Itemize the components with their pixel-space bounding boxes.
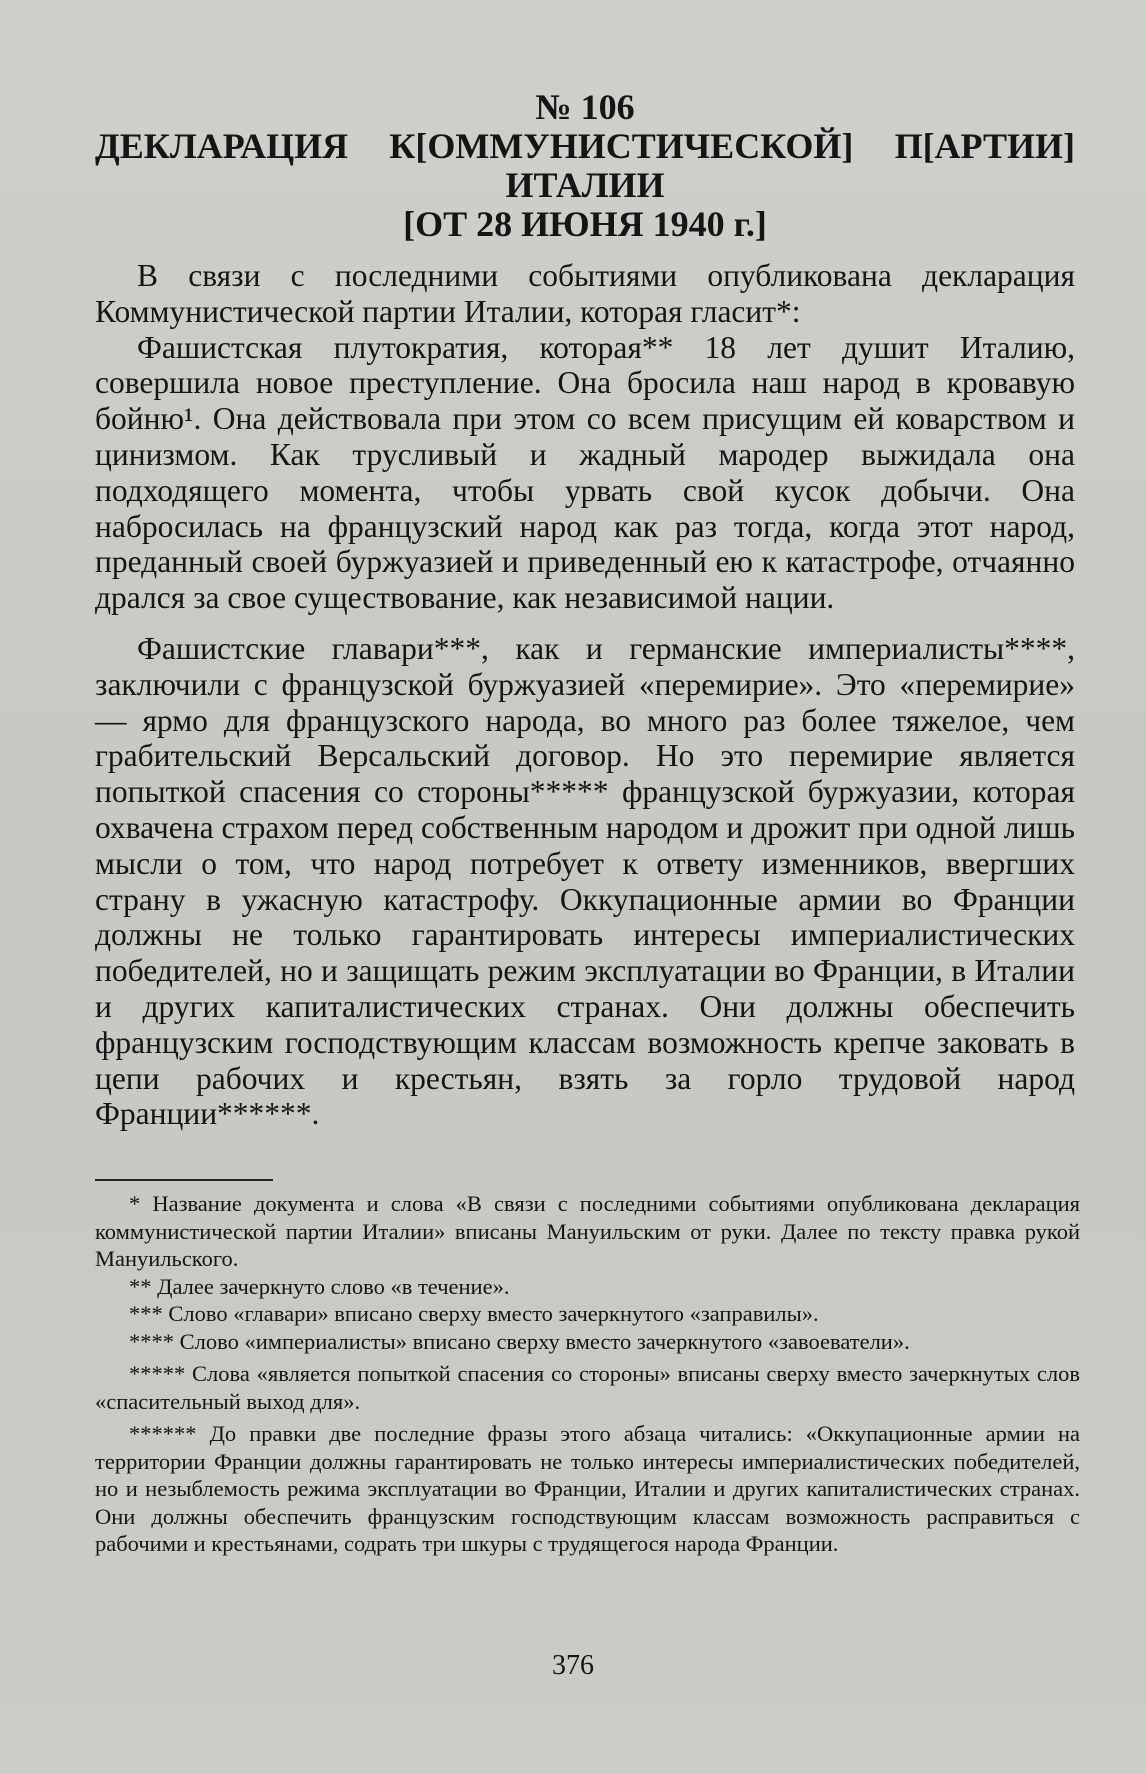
paragraph-1: Фашистская плутократия, которая** 18 лет душит Италию, совершила новое преступление. Она бросила наш народ в кровавую бойню¹. Она действовала при этом со всем присущим ей коварством и цинизмом. Как трусливый и жадный мародер выжидала она подходящего момента, чтобы урвать свой кусок добычи. Она набросилась на французский народ как раз тогда, когда этот народ, преданный своей буржуазией и приведенный ею к катастрофе, отчаянно дрался за свое существование, как независимой нации. (95, 329, 1075, 616)
body-text (95, 258, 1075, 1132)
footnote-6: ****** До правки две последние фразы этого абзаца читались: «Оккупационные армии на территории Франции должны гарантировать не только интересы империалистических победителей, но и незыблемость режима эксплуатации во Франции, Италии и других капиталистических странах. Они должны обеспечить французским господствующим классам возможность расправиться с рабочими и крестьянами, содрать три шкуры с трудящегося народа Франции. (95, 1421, 1080, 1556)
document-heading (95, 88, 1075, 244)
footnote-divider (95, 1179, 273, 1181)
document-title-continuation: ИТАЛИИ (505, 165, 665, 205)
document-number: № 106 (535, 87, 635, 127)
footnotes (95, 1190, 1080, 1558)
page-number: 376 (552, 1650, 594, 1681)
document-date: [ОТ 28 ИЮНЯ 1940 г.] (403, 204, 767, 244)
footnote-1: * Название документа и слова «В связи с последними событиями опубликована декларация коммунистической партии Италии» вписаны Мануильским от руки. Далее по тексту правка рукой Мануильского. (95, 1191, 1080, 1271)
footnote-4: **** Слово «империалисты» вписано сверху вместо зачеркнутого «завоеватели». (129, 1328, 910, 1354)
footnote-2: ** Далее зачеркнуто слово «в течение». (129, 1273, 510, 1299)
footnote-3: *** Слово «главари» вписано сверху вместо зачеркнутого «заправилы». (129, 1301, 819, 1326)
document-title: ДЕКЛАРАЦИЯ К[ОММУНИСТИЧЕСКОЙ] П[АРТИИ] (95, 126, 1075, 166)
footnote-5: ***** Слова «является попыткой спасения со стороны» вписаны сверху вместо зачеркнутых слов «спасительный выход для». (95, 1361, 1080, 1414)
paragraph-2: Фашистские главари***, как и германские империалисты****, заключили с французской буржуазией «перемирие». Это «перемирие» — ярмо для французского народа, во много раз более тяжелое, чем грабительский Версальский договор. Но это перемирие является попыткой спасения со стороны***** французской буржуазии, которая охвачена страхом перед собственным народом и дрожит при одной лишь мысли о том, что народ потребует к ответу изменников, ввергших страну в ужасную катастрофу. Оккупационные армии во Франции должны не только гарантировать интересы империалистических победителей, но и защищать режим эксплуатации во Франции, в Италии и других капиталистических странах. Они должны обеспечить французским господствующим классам возможность крепче заковать в цепи рабочих и крестьян, взять за горло трудовой народ Франции******. (95, 630, 1075, 1132)
intro-paragraph: В связи с последними событиями опубликована декларация Коммунистической партии Италии, которая гласит*: (95, 258, 1075, 329)
